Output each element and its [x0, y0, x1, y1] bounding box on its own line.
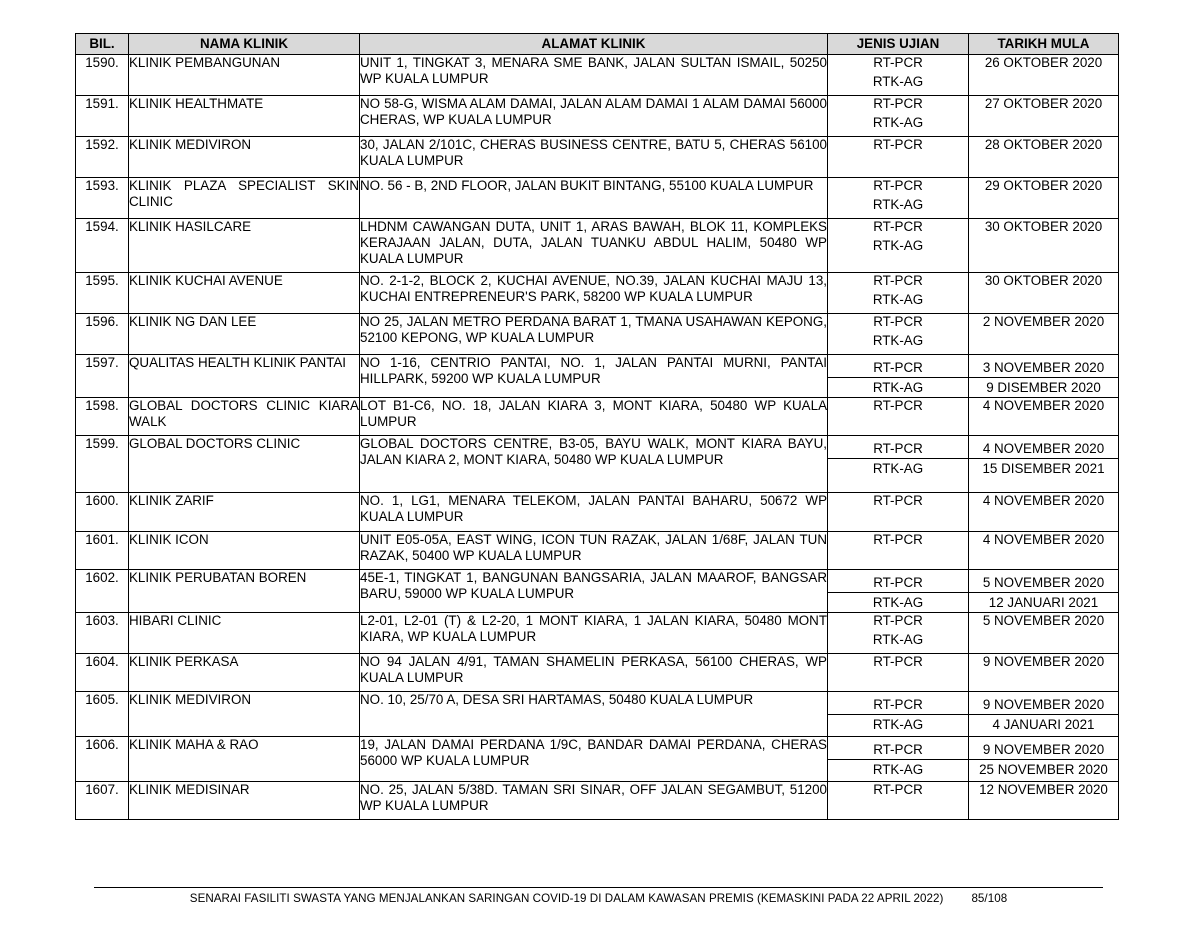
test-type: [828, 654, 969, 692]
test-type-entry: RTK-AG: [872, 74, 924, 89]
test-type-entry: RTK-AG: [872, 197, 924, 212]
start-date: [969, 96, 1119, 137]
start-date-entry: 5 NOVEMBER 2020: [982, 575, 1105, 590]
test-type: [828, 96, 969, 137]
footer-divider: [94, 887, 1103, 888]
start-date-entry: 9 NOVEMBER 2020: [982, 697, 1105, 712]
test-type-entry: RTK-AG: [828, 759, 968, 779]
start-date: [969, 654, 1119, 692]
clinic-address: LOT B1-C6, NO. 18, JALAN KIARA 3, MONT KIARA, 50480 WP KUALA LUMPUR: [360, 398, 828, 436]
clinic-name: KLINIK PEMBANGUNAN: [129, 55, 360, 96]
start-date-entry: 4 NOVEMBER 2020: [982, 493, 1105, 508]
start-date-entry: 5 NOVEMBER 2020: [982, 613, 1105, 628]
table-row: [76, 219, 1119, 273]
row-number: 1592.: [76, 137, 129, 178]
test-type: [828, 398, 969, 436]
test-type-entry: RT-PCR: [873, 314, 923, 329]
test-type-entry: RT-PCR: [873, 575, 923, 590]
table-row: [76, 55, 1119, 96]
clinic-name: KLINIK PERUBATAN BOREN: [129, 570, 360, 613]
start-date: [969, 493, 1119, 532]
test-type: [828, 314, 969, 355]
test-type-entry: RT-PCR: [873, 613, 923, 628]
start-date-entry: 30 OKTOBER 2020: [984, 273, 1103, 288]
table-row: [76, 273, 1119, 314]
start-date: [969, 737, 1119, 782]
clinic-name: KLINIK MAHA & RAO: [129, 737, 360, 782]
start-date: [969, 692, 1119, 737]
test-type: [828, 273, 969, 314]
test-type-entry: RT-PCR: [873, 55, 923, 70]
test-type-entry: RTK-AG: [828, 592, 968, 612]
test-type-entry: RTK-AG: [872, 632, 924, 647]
start-date: [969, 436, 1119, 493]
page-footer: [94, 892, 1103, 905]
test-type: [828, 692, 969, 737]
row-number: 1590.: [76, 55, 129, 96]
test-type-entry: RTK-AG: [872, 238, 924, 253]
clinic-name: KLINIK KUCHAI AVENUE: [129, 273, 360, 314]
start-date: [969, 570, 1119, 613]
start-date-entry: 4 NOVEMBER 2020: [982, 532, 1105, 547]
start-date-entry: 9 DISEMBER 2020: [969, 377, 1118, 397]
test-type: [828, 137, 969, 178]
row-number: 1606.: [76, 737, 129, 782]
clinic-name: KLINIK PLAZA SPECIALIST SKIN CLINIC: [129, 178, 360, 219]
row-number: 1595.: [76, 273, 129, 314]
test-type-entry: RT-PCR: [873, 219, 923, 234]
row-number: 1599.: [76, 436, 129, 493]
clinic-name: KLINIK NG DAN LEE: [129, 314, 360, 355]
test-type-entry: RTK-AG: [872, 333, 924, 348]
test-type-entry: RT-PCR: [873, 273, 923, 288]
table-header-row: [76, 34, 1119, 55]
row-number: 1604.: [76, 654, 129, 692]
start-date-entry: 3 NOVEMBER 2020: [982, 360, 1105, 375]
clinic-name: KLINIK ZARIF: [129, 493, 360, 532]
start-date: [969, 273, 1119, 314]
table-row: [76, 398, 1119, 436]
test-type-entry: RTK-AG: [828, 714, 968, 734]
clinic-address: UNIT E05-05A, EAST WING, ICON TUN RAZAK, JALAN 1/68F, JALAN TUN RAZAK, 50400 WP KUALA LUMPUR: [360, 532, 828, 570]
start-date: [969, 219, 1119, 273]
test-type: [828, 219, 969, 273]
clinic-address: LHDNM CAWANGAN DUTA, UNIT 1, ARAS BAWAH, BLOK 11, KOMPLEKS KERAJAAN JALAN, DUTA, JALAN TUANKU ABDUL HALIM, 50480 WP KUALA LUMPUR: [360, 219, 828, 273]
row-number: 1594.: [76, 219, 129, 273]
table-row: [76, 436, 1119, 493]
row-number: 1601.: [76, 532, 129, 570]
clinic-address: NO. 2-1-2, BLOCK 2, KUCHAI AVENUE, NO.39, JALAN KUCHAI MAJU 13, KUCHAI ENTREPRENEUR'S PARK, 58200 WP KUALA LUMPUR: [360, 273, 828, 314]
test-type: [828, 782, 969, 820]
start-date: [969, 355, 1119, 398]
table-row: [76, 692, 1119, 737]
clinic-address: 19, JALAN DAMAI PERDANA 1/9C, BANDAR DAMAI PERDANA, CHERAS 56000 WP KUALA LUMPUR: [360, 737, 828, 782]
clinic-address: GLOBAL DOCTORS CENTRE, B3-05, BAYU WALK, MONT KIARA BAYU, JALAN KIARA 2, MONT KIARA, 50480 WP KUALA LUMPUR: [360, 436, 828, 493]
start-date: [969, 55, 1119, 96]
test-type-entry: RTK-AG: [872, 115, 924, 130]
start-date-entry: 26 OKTOBER 2020: [984, 55, 1103, 70]
start-date-entry: 29 OKTOBER 2020: [984, 178, 1103, 193]
start-date: [969, 178, 1119, 219]
table-row: [76, 314, 1119, 355]
start-date-entry: 4 JANUARI 2021: [969, 714, 1118, 734]
start-date: [969, 613, 1119, 654]
table-row: [76, 532, 1119, 570]
test-type-entry: RTK-AG: [828, 377, 968, 397]
clinic-name: KLINIK MEDISINAR: [129, 782, 360, 820]
clinic-address: NO 58-G, WISMA ALAM DAMAI, JALAN ALAM DAMAI 1 ALAM DAMAI 56000 CHERAS, WP KUALA LUMPUR: [360, 96, 828, 137]
clinic-name: QUALITAS HEALTH KLINIK PANTAI: [129, 355, 360, 398]
test-type-entry: RT-PCR: [873, 178, 923, 193]
table-row: [76, 570, 1119, 613]
test-type-entry: RT-PCR: [873, 697, 923, 712]
test-type: [828, 737, 969, 782]
test-type-entry: RT-PCR: [873, 360, 923, 375]
clinic-address: UNIT 1, TINGKAT 3, MENARA SME BANK, JALAN SULTAN ISMAIL, 50250 WP KUALA LUMPUR: [360, 55, 828, 96]
start-date-entry: 12 JANUARI 2021: [969, 592, 1118, 612]
table-row: [76, 355, 1119, 398]
row-number: 1602.: [76, 570, 129, 613]
clinic-name: KLINIK MEDIVIRON: [129, 137, 360, 178]
row-number: 1605.: [76, 692, 129, 737]
clinic-name: HIBARI CLINIC: [129, 613, 360, 654]
start-date-entry: 15 DISEMBER 2021: [969, 458, 1118, 478]
table-body: [76, 55, 1119, 820]
start-date: [969, 782, 1119, 820]
clinic-address: 45E-1, TINGKAT 1, BANGUNAN BANGSARIA, JALAN MAAROF, BANGSAR BARU, 59000 WP KUALA LUMPUR: [360, 570, 828, 613]
row-number: 1600.: [76, 493, 129, 532]
clinic-address: NO 25, JALAN METRO PERDANA BARAT 1, TMANA USAHAWAN KEPONG, 52100 KEPONG, WP KUALA LUMPUR: [360, 314, 828, 355]
table-row: [76, 654, 1119, 692]
clinic-address: NO. 25, JALAN 5/38D. TAMAN SRI SINAR, OFF JALAN SEGAMBUT, 51200 WP KUALA LUMPUR: [360, 782, 828, 820]
start-date-entry: 4 NOVEMBER 2020: [982, 441, 1105, 456]
footer-title: SENARAI FASILITI SWASTA YANG MENJALANKAN SARINGAN COVID-19 DI DALAM KAWASAN PREMIS (KEMASKINI PADA 22 APRIL 2022): [189, 892, 944, 905]
table-row: [76, 782, 1119, 820]
page-number: 85/108: [971, 892, 1008, 905]
test-type-entry: RT-PCR: [873, 782, 923, 797]
row-number: 1591.: [76, 96, 129, 137]
row-number: 1603.: [76, 613, 129, 654]
test-type: [828, 493, 969, 532]
clinic-address: NO 94 JALAN 4/91, TAMAN SHAMELIN PERKASA, 56100 CHERAS, WP KUALA LUMPUR: [360, 654, 828, 692]
start-date-entry: 2 NOVEMBER 2020: [982, 314, 1105, 329]
row-number: 1596.: [76, 314, 129, 355]
start-date-entry: 4 NOVEMBER 2020: [982, 398, 1105, 413]
start-date-entry: 9 NOVEMBER 2020: [982, 742, 1105, 757]
clinic-address: NO 1-16, CENTRIO PANTAI, NO. 1, JALAN PANTAI MURNI, PANTAI HILLPARK, 59200 WP KUALA LUMPUR: [360, 355, 828, 398]
row-number: 1598.: [76, 398, 129, 436]
table-row: [76, 137, 1119, 178]
clinic-table: [75, 33, 1119, 820]
start-date: [969, 398, 1119, 436]
row-number: 1597.: [76, 355, 129, 398]
header-alamat-klinik: ALAMAT KLINIK: [360, 34, 828, 55]
table-row: [76, 737, 1119, 782]
test-type-entry: RTK-AG: [828, 458, 968, 478]
table-row: [76, 613, 1119, 654]
row-number: 1593.: [76, 178, 129, 219]
test-type-entry: RT-PCR: [873, 441, 923, 456]
clinic-name: GLOBAL DOCTORS CLINIC: [129, 436, 360, 493]
start-date-entry: 12 NOVEMBER 2020: [979, 782, 1108, 797]
start-date: [969, 314, 1119, 355]
test-type: [828, 532, 969, 570]
test-type: [828, 613, 969, 654]
header-nama-klinik: NAMA KLINIK: [129, 34, 360, 55]
clinic-name: KLINIK HEALTHMATE: [129, 96, 360, 137]
clinic-address: 30, JALAN 2/101C, CHERAS BUSINESS CENTRE, BATU 5, CHERAS 56100 KUALA LUMPUR: [360, 137, 828, 178]
header-bil: BIL.: [76, 34, 129, 55]
clinic-address: NO. 56 - B, 2ND FLOOR, JALAN BUKIT BINTANG, 55100 KUALA LUMPUR: [360, 178, 828, 219]
test-type-entry: RT-PCR: [873, 137, 923, 152]
clinic-address: NO. 1, LG1, MENARA TELEKOM, JALAN PANTAI BAHARU, 50672 WP KUALA LUMPUR: [360, 493, 828, 532]
start-date-entry: 27 OKTOBER 2020: [984, 96, 1103, 111]
test-type-entry: RT-PCR: [873, 398, 923, 413]
clinic-name: KLINIK PERKASA: [129, 654, 360, 692]
test-type-entry: RT-PCR: [873, 493, 923, 508]
test-type-entry: RT-PCR: [873, 654, 923, 669]
test-type-entry: RT-PCR: [873, 742, 923, 757]
header-jenis-ujian: JENIS UJIAN: [828, 34, 969, 55]
start-date-entry: 30 OKTOBER 2020: [984, 219, 1103, 234]
start-date: [969, 532, 1119, 570]
clinic-name: KLINIK MEDIVIRON: [129, 692, 360, 737]
start-date-entry: 28 OKTOBER 2020: [984, 137, 1103, 152]
table-row: [76, 178, 1119, 219]
clinic-name: KLINIK ICON: [129, 532, 360, 570]
start-date-entry: 9 NOVEMBER 2020: [982, 654, 1105, 669]
test-type-entry: RTK-AG: [872, 292, 924, 307]
test-type-entry: RT-PCR: [873, 96, 923, 111]
clinic-address: L2-01, L2-01 (T) & L2-20, 1 MONT KIARA, 1 JALAN KIARA, 50480 MONT KIARA, WP KUALA LUMPUR: [360, 613, 828, 654]
table-row: [76, 493, 1119, 532]
start-date: [969, 137, 1119, 178]
test-type-entry: RT-PCR: [873, 532, 923, 547]
test-type: [828, 178, 969, 219]
row-number: 1607.: [76, 782, 129, 820]
test-type: [828, 355, 969, 398]
test-type: [828, 570, 969, 613]
clinic-name: GLOBAL DOCTORS CLINIC KIARA WALK: [129, 398, 360, 436]
table-row: [76, 96, 1119, 137]
clinic-address: NO. 10, 25/70 A, DESA SRI HARTAMAS, 50480 KUALA LUMPUR: [360, 692, 828, 737]
header-tarikh-mula: TARIKH MULA: [969, 34, 1119, 55]
clinic-name: KLINIK HASILCARE: [129, 219, 360, 273]
test-type: [828, 55, 969, 96]
test-type: [828, 436, 969, 493]
start-date-entry: 25 NOVEMBER 2020: [969, 759, 1118, 779]
